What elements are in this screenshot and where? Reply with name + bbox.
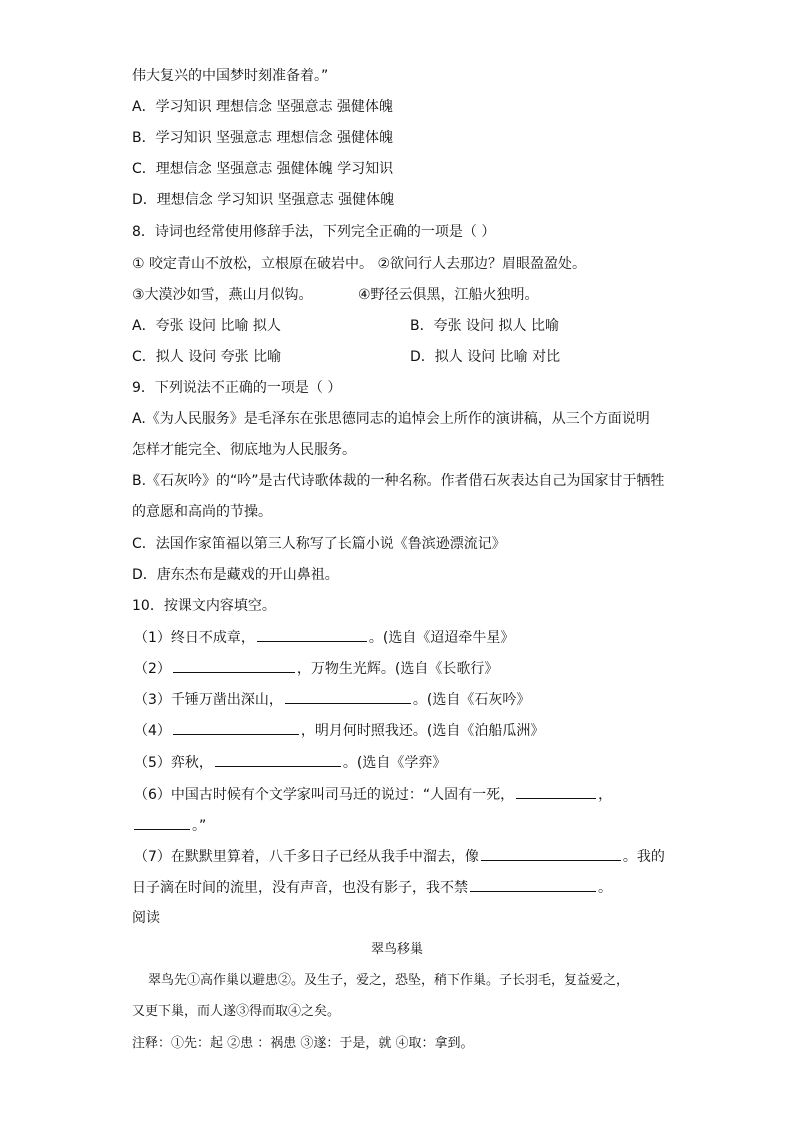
option-b: B．夸张 设问 拟人 比喻: [410, 318, 559, 334]
answer-blank[interactable]: [285, 689, 411, 704]
option-c: C．理想信念 坚强意志 强健体魄 学习知识: [132, 161, 394, 177]
option-d: D．唐东杰布是藏戏的开山鼻祖。: [132, 567, 339, 583]
fill-item-7-cont: [132, 877, 612, 898]
option-d: D．拟人 设问 比喻 对比: [410, 349, 561, 365]
fill-item-7: [134, 846, 665, 867]
passage-line-2: 又更下巢，而人遂③得而取④之矣。: [132, 1004, 341, 1019]
fill-text: 。我的: [622, 849, 665, 865]
passage-line-1: 翠鸟先①高作巢以避患②。及生子，爱之，恐坠，稍下作巢。子长羽毛，复益爱之，: [148, 973, 630, 988]
fill-item-2: [134, 658, 498, 679]
fill-text: 日子滴在时间的流里，没有声音，也没有影子，我不禁: [132, 880, 468, 896]
fill-text: 。(选自《石灰吟》: [412, 692, 531, 708]
answer-blank[interactable]: [470, 877, 596, 892]
fill-item-6: [134, 784, 612, 805]
fill-text: （2）: [134, 661, 171, 677]
fill-text: ，: [598, 787, 613, 803]
fill-item-3: [134, 689, 530, 710]
fill-text: ，明月何时照我还。(选自《泊船瓜洲》: [300, 723, 545, 739]
option-c: C．拟人 设问 夸张 比喻: [132, 349, 282, 365]
poem-line-4: ④野径云俱黑，江船火独明。: [358, 287, 539, 303]
question-10: 10．按课文内容填空。: [132, 598, 276, 614]
option-a-line1: A.《为人民服务》是毛泽东在张思德同志的追悼会上所作的演讲稿，从三个方面说明: [132, 411, 650, 427]
fill-item-1: [134, 627, 514, 648]
answer-blank[interactable]: [215, 752, 341, 767]
fill-text: （7）在默默里算着，八千多日子已经从我手中溜去，像: [134, 849, 479, 865]
section-label: 阅读: [132, 910, 160, 926]
answer-blank[interactable]: [257, 627, 367, 642]
fill-text: 。”: [192, 818, 207, 834]
option-b-line2: 的意愿和高尚的节操。: [132, 504, 272, 520]
fill-text: 。(选自《学弈》: [342, 755, 447, 771]
poem-lines-1: ① 咬定青山不放松，立根原在破岩中。 ②欲问行人去那边？眉眼盈盈处。: [132, 256, 587, 272]
fill-text: 。: [598, 880, 612, 896]
fill-text: （5）弈秋，: [134, 755, 213, 771]
fill-text: （4）: [134, 723, 171, 739]
answer-blank[interactable]: [481, 846, 621, 861]
option-b-line1: B.《石灰吟》的“吟”是古代诗歌体裁的一种名称。作者借石灰表达自己为国家甘于牺牲: [132, 473, 665, 489]
option-b: B．学习知识 坚强意志 理想信念 强健体魄: [132, 130, 393, 146]
question-9: 9．下列说法不正确的一项是（ ）: [132, 380, 342, 396]
poem-line-3: ③大漠沙如雪，燕山月似钩。: [132, 287, 313, 303]
text-line: 伟大复兴的中国梦时刻准备着。”: [132, 68, 329, 84]
fill-text: （1）终日不成章，: [134, 630, 255, 646]
passage-notes: 注释：①先：起 ②患 ：祸患 ③遂：于是，就 ④取：拿到。: [132, 1036, 474, 1051]
fill-text: （6）中国古时候有个文学家叫司马迁的说过：“人固有一死，: [134, 787, 515, 803]
fill-item-4: [134, 720, 544, 741]
answer-blank[interactable]: [173, 720, 299, 735]
passage-title: 翠鸟移巢: [370, 942, 423, 957]
answer-blank[interactable]: [516, 784, 596, 799]
option-a: A．夸张 设问 比喻 拟人: [132, 318, 281, 334]
fill-text: 。(选自《迢迢牵牛星》: [368, 630, 515, 646]
fill-text: （3）千锤万凿出深山，: [134, 692, 283, 708]
answer-blank[interactable]: [173, 658, 295, 673]
fill-text: ，万物生光辉。(选自《长歌行》: [296, 661, 499, 677]
option-a: A．学习知识 理想信念 坚强意志 强健体魄: [132, 99, 393, 115]
question-8: 8．诗词也经常使用修辞手法，下列完全正确的一项是（ ）: [132, 224, 496, 240]
option-a-line2: 怎样才能完全、彻底地为人民服务。: [132, 442, 356, 458]
fill-item-5: [134, 752, 446, 773]
answer-blank[interactable]: [134, 815, 190, 830]
option-c: C．法国作家笛福以第三人称写了长篇小说《鲁滨逊漂流记》: [132, 536, 506, 552]
fill-item-6-cont: [132, 815, 206, 836]
option-d: D．理想信念 学习知识 坚强意志 强健体魄: [132, 192, 395, 208]
